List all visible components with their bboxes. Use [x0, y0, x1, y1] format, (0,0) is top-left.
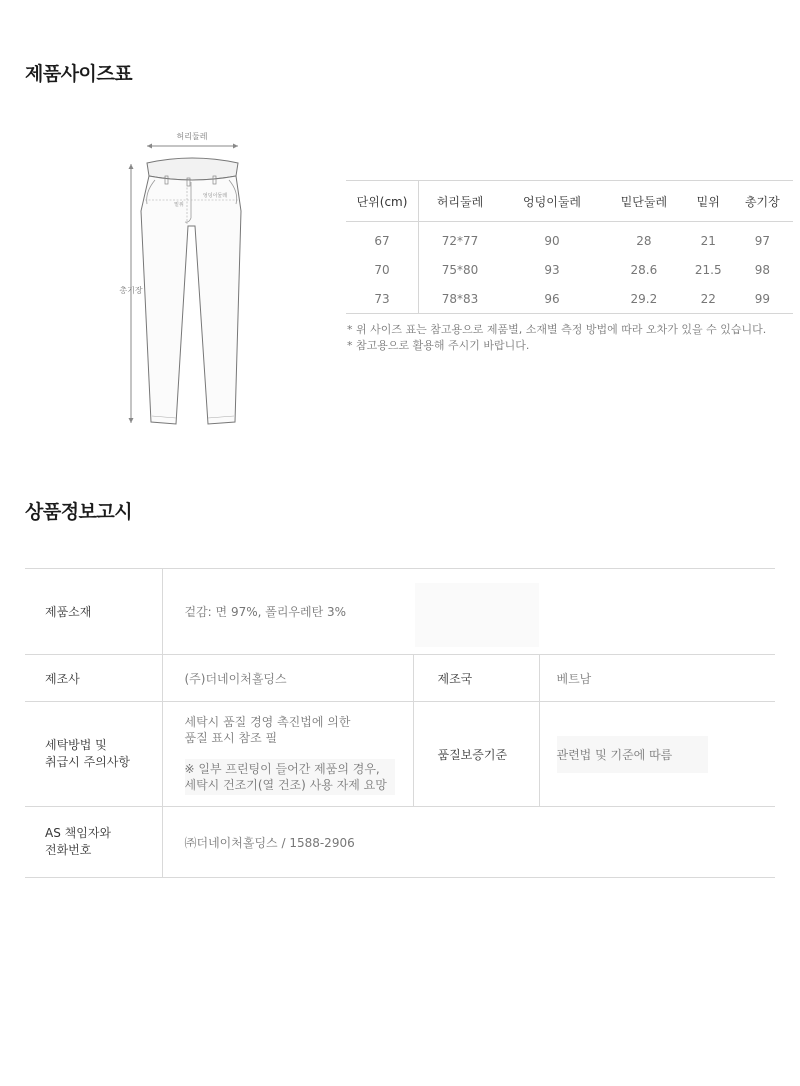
col-header-rise: 밑위: [685, 181, 732, 222]
maker-label: 제조사: [25, 655, 162, 702]
table-cell-size: 70: [346, 255, 419, 284]
as-label-line: AS 책임자와: [45, 826, 112, 840]
table-cell: 29.2: [603, 284, 685, 314]
table-cell: 90: [544, 233, 560, 248]
table-cell: 96: [501, 284, 603, 314]
wash-note-line: ※ 일부 프린팅이 들어간 제품의 경우,: [184, 761, 380, 776]
as-label: [25, 807, 162, 878]
table-cell: 98: [754, 262, 770, 277]
table-row: [25, 655, 775, 702]
hip-label: 엉덩이둘레: [202, 193, 228, 199]
warranty-cell: [539, 702, 775, 807]
size-table: [346, 180, 793, 314]
size-chart-title: 제품사이즈표: [25, 63, 133, 85]
table-cell: 93: [544, 262, 560, 277]
table-cell: 21: [700, 233, 716, 248]
table-cell: 22: [685, 284, 732, 314]
table-cell: 97: [754, 233, 770, 248]
wash-label-line: 취급시 주의사항: [45, 755, 130, 769]
wash-label: [25, 702, 162, 807]
material-label: 제품소재: [25, 569, 162, 655]
as-value: ㈜더네이처홀딩스 / 1588-2906: [162, 807, 775, 878]
pants-diagram: [105, 126, 265, 436]
warranty-value: 관련법 및 기준에 따름: [557, 736, 709, 773]
wash-value-line: 세탁시 품질 경영 촉진법에 의한: [184, 714, 351, 729]
wash-label-line: 세탁방법 및: [45, 738, 107, 752]
table-cell: 99: [732, 284, 793, 314]
table-row: [346, 284, 793, 314]
table-cell: 28.6: [630, 262, 658, 277]
as-label-line: 전화번호: [45, 843, 92, 857]
maker-value: (주)더네이처홀딩스: [162, 655, 413, 702]
waist-label: 허리둘레: [176, 132, 208, 141]
col-header-hip: 엉덩이둘레: [501, 181, 603, 222]
table-row: [25, 569, 775, 655]
table-cell: 75*80: [441, 262, 479, 277]
table-row: [346, 222, 793, 256]
wash-note-line: 세탁시 건조기(열 건조) 사용 자제 요망: [184, 777, 387, 792]
size-note: * 위 사이즈 표는 참고용으로 제품별, 소재별 측정 방법에 따라 오차가 있을 수 있습니다.: [347, 323, 767, 336]
col-header-hem: 밑단둘레: [603, 181, 685, 222]
table-row: [25, 807, 775, 878]
table-row: [25, 702, 775, 807]
table-cell: 21.5: [694, 262, 722, 277]
table-row: [346, 255, 793, 284]
country-value: 베트남: [539, 655, 775, 702]
col-header-waist: 허리둘레: [419, 181, 502, 222]
col-header-length: 총기장: [732, 181, 793, 222]
table-cell: 28: [636, 233, 652, 248]
material-value: 겉감: 면 97%, 폴리우레탄 3%: [184, 605, 347, 619]
warranty-label: 품질보증기준: [413, 702, 539, 807]
wash-note: [185, 759, 395, 795]
wash-value-line: 품질 표시 참조 필: [184, 730, 278, 745]
length-label: 총기장: [119, 286, 143, 295]
wash-value: [162, 702, 413, 807]
material-cell: [162, 569, 775, 655]
table-cell: 72*77: [441, 233, 479, 248]
table-cell-size: 73: [346, 284, 419, 314]
col-header-unit: 단위(cm): [346, 181, 419, 222]
table-cell-size: 67: [346, 222, 419, 256]
size-note: * 참고용으로 활용해 주시기 바랍니다.: [347, 338, 530, 352]
country-label: 제조국: [413, 655, 539, 702]
blank-box: [415, 583, 539, 647]
table-cell: 78*83: [419, 284, 502, 314]
rise-label: 밑위: [174, 202, 184, 208]
size-notes: [347, 322, 766, 353]
size-table-header-row: [346, 181, 793, 222]
product-info-table: [25, 568, 775, 878]
product-info-title: 상품정보고시: [25, 501, 133, 523]
